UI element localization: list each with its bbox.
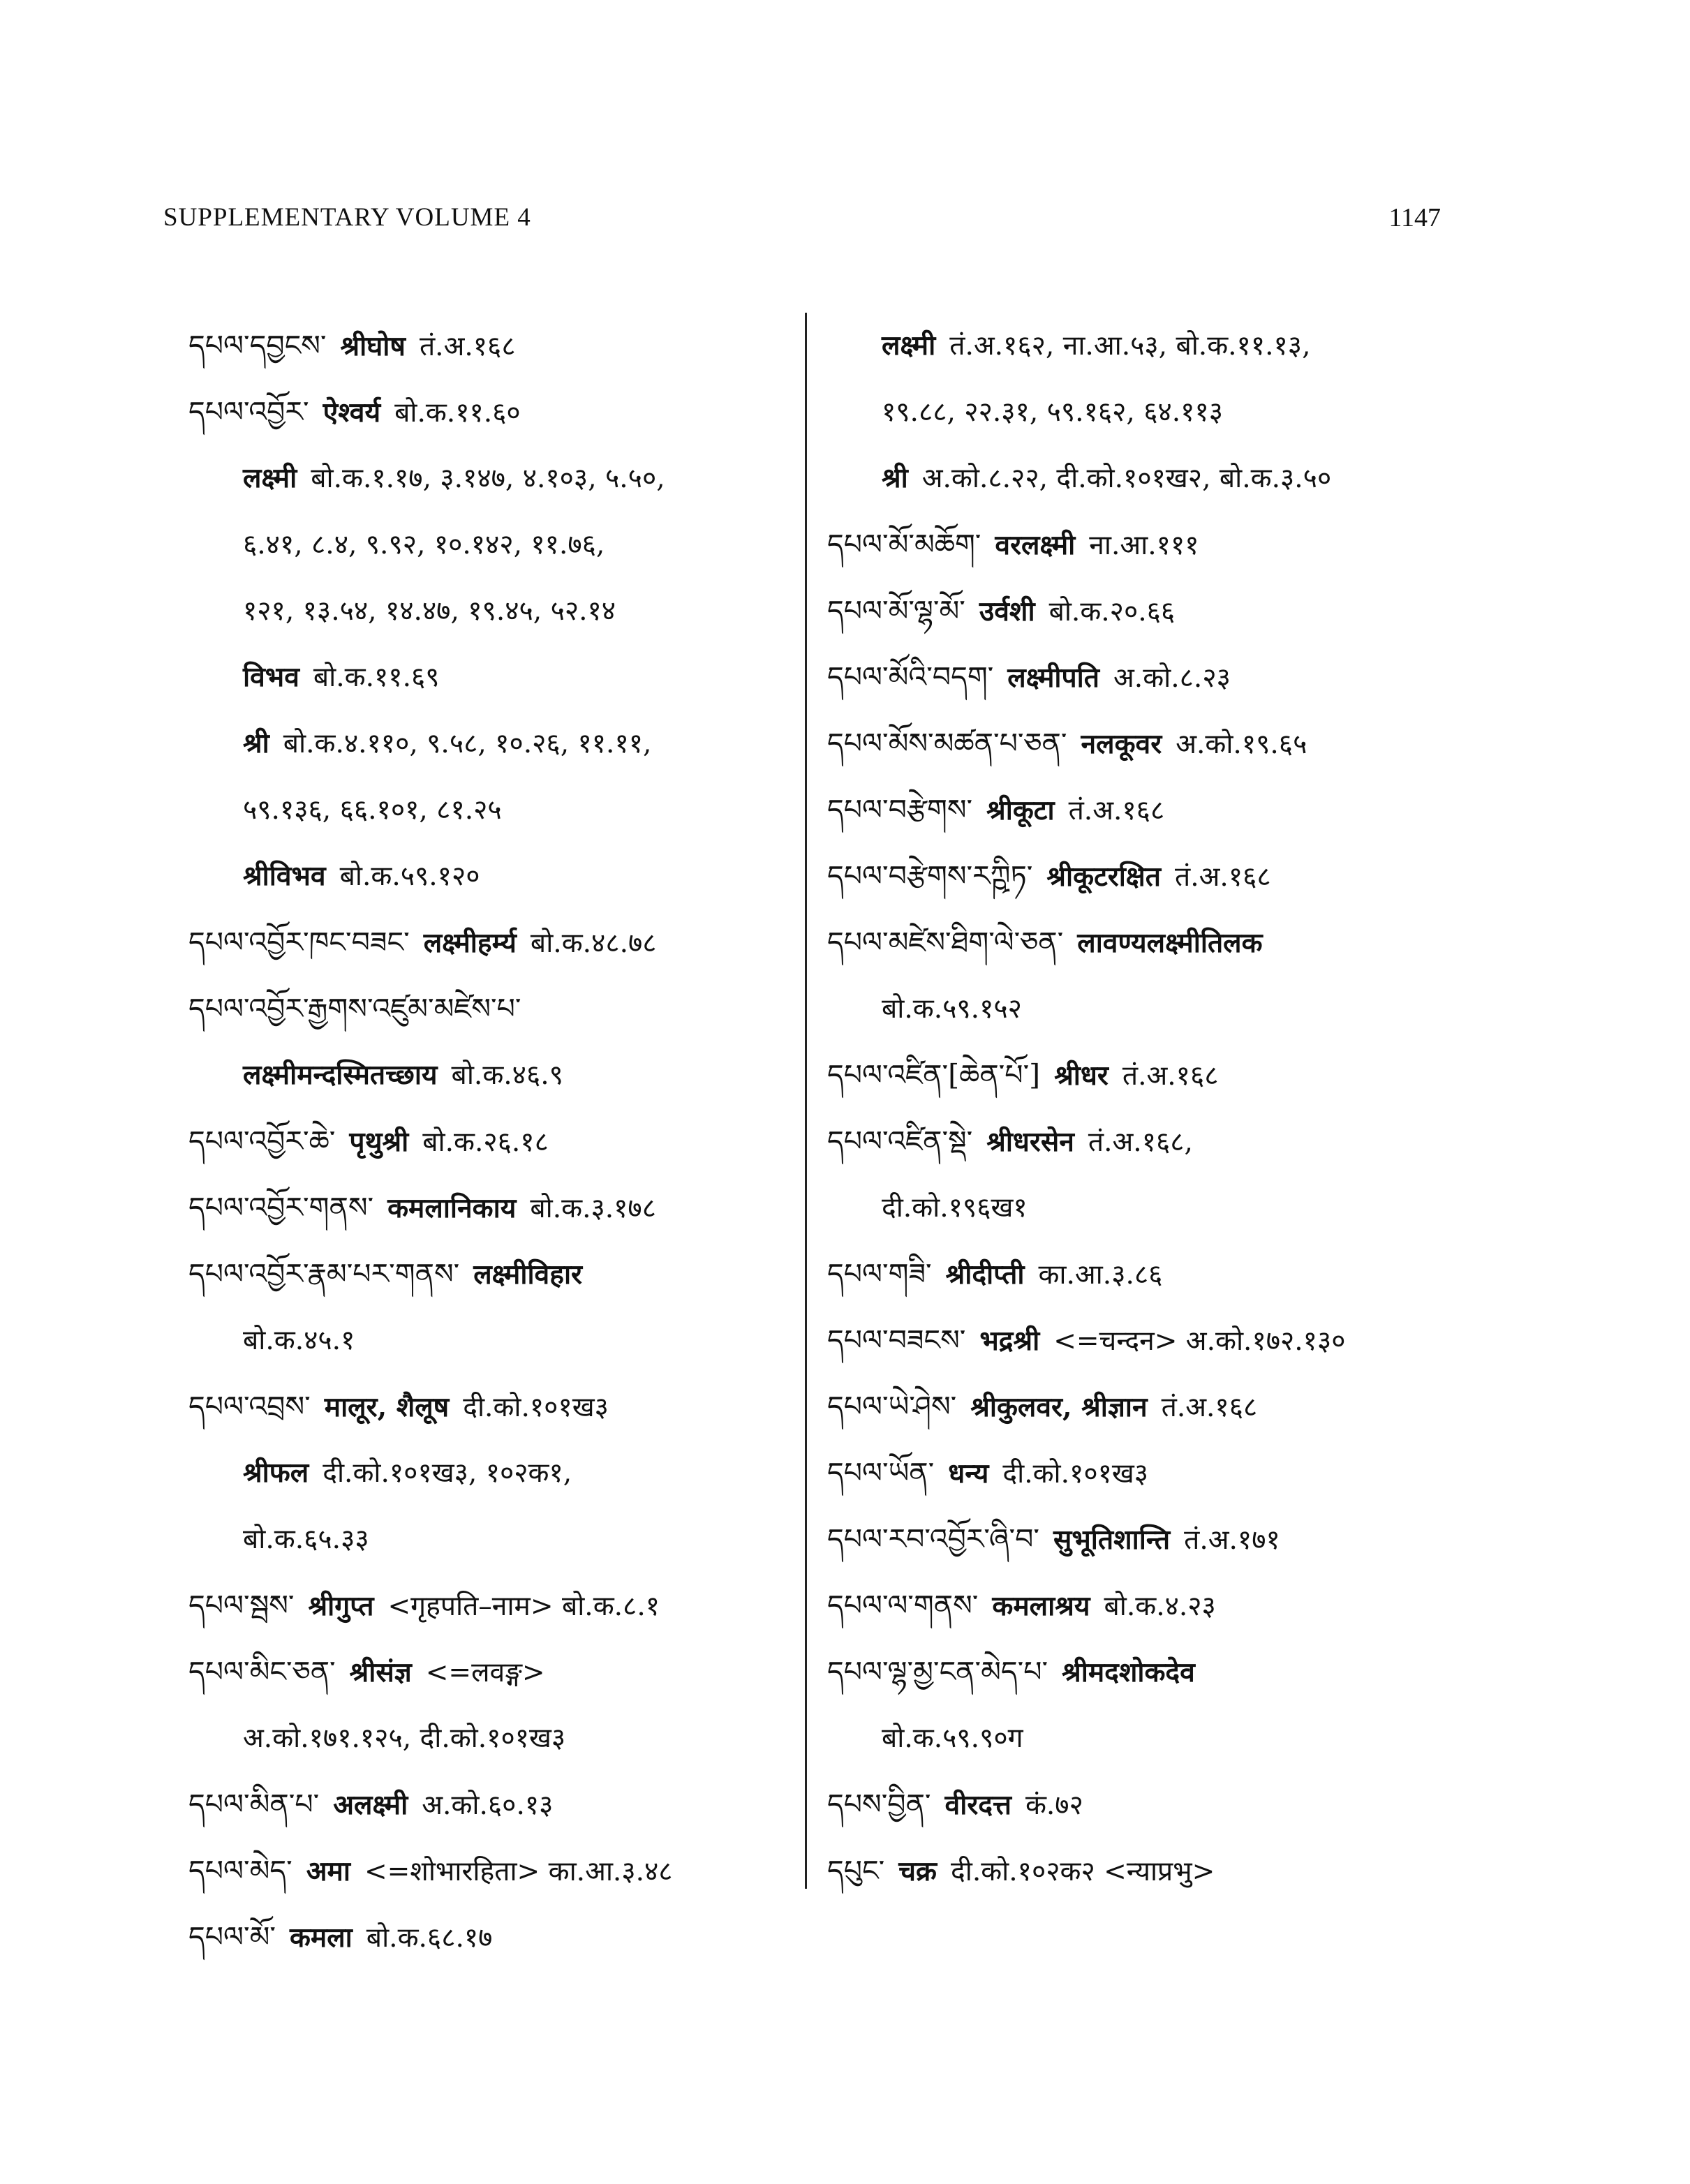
dictionary-line	[827, 1440, 1441, 1506]
source-reference: तं.अ.१६२, ना.आ.५३, बो.क.११.१३,	[949, 330, 1311, 362]
sanskrit-equivalent: लक्ष्मी	[882, 329, 936, 362]
tibetan-headword: དཔལ་འབྱོར་ཁང་བཟང་	[188, 926, 410, 959]
source-reference: दी.को.१०१ख३	[1002, 1458, 1149, 1490]
dictionary-line	[188, 445, 789, 512]
dictionary-line	[827, 1771, 1441, 1838]
source-reference: तं.अ.१७१	[1184, 1524, 1280, 1556]
sanskrit-equivalent: कमलाश्रय	[992, 1590, 1090, 1622]
dictionary-line	[188, 1374, 789, 1440]
tibetan-headword: དཔལ་ལྷ་མྱ་ངན་མེད་པ་	[827, 1655, 1048, 1688]
source-reference: बो.क.२६.१८	[422, 1127, 549, 1158]
tibetan-headword: དཔལ་རབ་འབྱོར་ཞི་བ་	[827, 1522, 1040, 1556]
sanskrit-equivalent: ऐश्वर्य	[323, 396, 381, 429]
sanskrit-equivalent: लक्ष्मी	[243, 462, 297, 494]
source-reference: बो.क.१.१७, ३.१४७, ४.१०३, ५.५०,	[311, 463, 665, 494]
dictionary-line	[188, 1440, 789, 1506]
tibetan-headword: དཔལ་འབྱོར་ཆེ་	[188, 1124, 336, 1158]
source-reference: तं.अ.१६८	[419, 331, 516, 362]
sanskrit-equivalent: श्रीविभव	[243, 860, 326, 892]
dictionary-line	[827, 313, 1441, 379]
source-reference: अ.को.८.२२, दी.को.१०१ख२, बो.क.३.५०	[921, 463, 1332, 494]
tibetan-headword: དཔལ་མོའི་བདག་	[827, 660, 994, 694]
sanskrit-equivalent: लक्ष्मीहर्म्य	[423, 927, 517, 959]
dictionary-line	[827, 1241, 1441, 1307]
sanskrit-equivalent: श्रीकूटरक्षित	[1046, 861, 1161, 893]
dictionary-line	[188, 379, 789, 445]
sanskrit-equivalent: अमा	[306, 1855, 350, 1887]
dictionary-line	[827, 1639, 1441, 1705]
source-reference: १९.८८, २२.३१, ५९.१६२, ६४.११३	[882, 396, 1224, 428]
source-reference: बो.क.५९.१२०	[339, 861, 480, 892]
dictionary-line	[827, 711, 1441, 777]
dictionary-line	[827, 578, 1441, 644]
dictionary-line	[827, 512, 1441, 578]
tibetan-headword: དཔལ་འཛིན་[ཆེན་པོ་]	[827, 1058, 1041, 1092]
dictionary-line	[188, 777, 789, 843]
tibetan-headword: དཔལ་ཡེ་ཤེས་	[827, 1390, 957, 1423]
tibetan-headword: དཔལ་དབྱངས་	[188, 329, 327, 362]
tibetan-headword: དཔལ་འཛིན་སྡེ་	[827, 1124, 973, 1158]
tibetan-headword: དཔལ་འབྲས་	[188, 1390, 311, 1423]
source-reference: दी.को.१०१ख३	[463, 1392, 609, 1423]
dictionary-line	[827, 1838, 1441, 1904]
dictionary-line	[188, 1506, 789, 1573]
dictionary-line	[188, 909, 789, 976]
sanskrit-equivalent: श्रीघोष	[340, 330, 406, 362]
sanskrit-equivalent: अलक्ष्मी	[333, 1789, 408, 1821]
dictionary-line	[827, 379, 1441, 445]
sanskrit-equivalent: चक्र	[898, 1855, 937, 1887]
dictionary-line	[188, 976, 789, 1042]
sanskrit-equivalent: कमलानिकाय	[387, 1192, 517, 1224]
source-reference: ना.आ.१११	[1089, 530, 1199, 561]
source-reference: का.आ.३.८६	[1038, 1259, 1163, 1291]
sanskrit-equivalent: लक्ष्मीविहार	[473, 1258, 583, 1291]
tibetan-headword: དཔལ་མོ་	[188, 1920, 276, 1954]
source-reference: बो.क.४.२३	[1104, 1591, 1216, 1622]
tibetan-headword: དཔལ་མིན་པ་	[188, 1788, 320, 1821]
source-reference: तं.अ.१६८	[1161, 1392, 1258, 1423]
source-reference: बो.क.६८.१७	[366, 1922, 493, 1954]
source-reference: बो.क.४.११०, ९.५८, १०.२६, ११.११,	[283, 728, 652, 759]
sanskrit-equivalent: श्रीदीप्ती	[945, 1258, 1025, 1291]
dictionary-line	[188, 843, 789, 909]
dictionary-line	[827, 843, 1441, 909]
sanskrit-equivalent: उर्वशी	[979, 595, 1035, 627]
source-reference: दी.को.१०२क२ <न्याप्रभु>	[951, 1856, 1215, 1887]
dictionary-line	[188, 1307, 789, 1374]
source-reference: बो.क.४५.१	[243, 1325, 355, 1356]
source-reference: ६.४१, ८.४, ९.९२, १०.१४२, ११.७६,	[243, 529, 605, 560]
tibetan-headword: དཔལ་སྦས་	[188, 1589, 295, 1622]
sanskrit-equivalent: श्रीकूटा	[986, 794, 1055, 826]
tibetan-headword: དཔལ་མིང་ཅན་	[188, 1655, 336, 1688]
dictionary-line	[188, 512, 789, 578]
tibetan-headword: དཔལ་ཡོན་	[827, 1456, 935, 1490]
column-divider	[805, 313, 807, 1889]
sanskrit-equivalent: श्रीफल	[243, 1457, 309, 1489]
sanskrit-equivalent: श्रीगुप्त	[308, 1590, 374, 1622]
dictionary-line	[188, 1175, 789, 1241]
sanskrit-equivalent: श्रीमदशोकदेव	[1062, 1656, 1195, 1688]
tibetan-headword: དཔལ་བརྩེགས་	[827, 793, 973, 826]
sanskrit-equivalent: लावण्यलक्ष्मीतिलक	[1077, 927, 1263, 959]
tibetan-headword: དཔས་བྱིན་	[827, 1788, 931, 1821]
source-reference: <गृहपति–नाम> बो.क.८.१	[387, 1591, 660, 1622]
left-column	[188, 313, 789, 1970]
dictionary-line	[188, 1042, 789, 1108]
right-column	[827, 313, 1441, 1904]
dictionary-line	[188, 1241, 789, 1307]
sanskrit-equivalent: श्रीकुलवर, श्रीज्ञान	[970, 1391, 1148, 1423]
sanskrit-equivalent: नलकूवर	[1081, 728, 1162, 760]
tibetan-headword: དཔལ་བཟངས་	[827, 1323, 966, 1357]
source-reference: दी.को.१०१ख३, १०२क१,	[323, 1457, 572, 1489]
dictionary-line	[188, 644, 789, 711]
dictionary-line	[827, 1175, 1441, 1241]
source-reference: <=लवङ्ग>	[425, 1657, 545, 1688]
source-reference: <=चन्दन> अ.को.१७२.१३०	[1053, 1325, 1346, 1357]
tibetan-headword: དཔལ་མོས་མཚན་པ་ཅན་	[827, 727, 1067, 760]
tibetan-headword: དཔལ་མེད་	[188, 1854, 292, 1887]
tibetan-headword: དཔུང་	[827, 1854, 885, 1887]
sanskrit-equivalent: वरलक्ष्मी	[995, 529, 1076, 561]
source-reference: बो.क.११.६९	[313, 662, 440, 693]
dictionary-line	[827, 909, 1441, 976]
dictionary-line	[827, 1705, 1441, 1771]
sanskrit-equivalent: श्री	[882, 462, 908, 494]
sanskrit-equivalent: मालूर, शैलूष	[324, 1391, 450, 1423]
tibetan-headword: དཔལ་མཛེས་ཐིག་ལེ་ཅན་	[827, 926, 1064, 959]
sanskrit-equivalent: लक्ष्मीमन्दस्मितच्छाय	[243, 1059, 438, 1091]
dictionary-line	[188, 1573, 789, 1639]
source-reference: दी.को.१९६ख१	[882, 1192, 1028, 1224]
tibetan-headword: དཔལ་འབྱོར་རྣམ་པར་གནས་	[188, 1257, 460, 1291]
sanskrit-equivalent: लक्ष्मीपति	[1007, 662, 1099, 694]
source-reference: १२१, १३.५४, १४.४७, १९.४५, ५२.१४	[243, 595, 616, 627]
dictionary-line	[188, 711, 789, 777]
dictionary-line	[827, 1374, 1441, 1440]
source-reference: बो.क.६५.३३	[243, 1524, 369, 1555]
sanskrit-equivalent: कमला	[289, 1922, 353, 1954]
dictionary-line	[827, 1506, 1441, 1573]
source-reference: तं.अ.१६८	[1175, 861, 1271, 893]
tibetan-headword: དཔལ་འབྱོར་གནས་	[188, 1191, 374, 1224]
sanskrit-equivalent: भद्रश्री	[979, 1325, 1040, 1357]
dictionary-line	[827, 777, 1441, 843]
sanskrit-equivalent: विभव	[243, 661, 299, 693]
dictionary-line	[188, 1705, 789, 1771]
source-reference: बो.क.११.६०	[394, 397, 521, 429]
sanskrit-equivalent: वीरदत्त	[944, 1789, 1011, 1821]
dictionary-line	[188, 1838, 789, 1904]
sanskrit-equivalent: श्री	[243, 727, 269, 759]
dictionary-line	[827, 445, 1441, 512]
dictionary-line	[188, 1771, 789, 1838]
tibetan-headword: དཔལ་གཟི་	[827, 1257, 932, 1291]
source-reference: ५९.१३६, ६६.१०१, ८१.२५	[243, 794, 502, 826]
source-reference: बो.क.४८.७८	[530, 928, 657, 959]
source-reference: तं.अ.१६८	[1068, 795, 1165, 826]
source-reference: अ.को.६०.१३	[422, 1790, 554, 1821]
source-reference: बो.क.३.१७८	[530, 1193, 656, 1224]
sanskrit-equivalent: पृथुश्री	[349, 1126, 409, 1158]
sanskrit-equivalent: धन्य	[948, 1457, 989, 1490]
tibetan-headword: དཔལ་ལ་གནས་	[827, 1589, 979, 1622]
page-number: 1147	[1388, 203, 1441, 232]
sanskrit-equivalent: श्रीधरसेन	[986, 1126, 1074, 1158]
dictionary-line	[827, 976, 1441, 1042]
source-reference: कं.७२	[1025, 1790, 1083, 1821]
source-reference: <=शोभारहिता> का.आ.३.४८	[364, 1856, 673, 1887]
source-reference: तं.अ.१६८	[1122, 1060, 1219, 1092]
tibetan-headword: དཔལ་མོ་ལྷ་མོ་	[827, 594, 965, 627]
page-header	[163, 202, 1441, 244]
running-head: SUPPLEMENTARY VOLUME 4	[163, 203, 531, 232]
sanskrit-equivalent: श्रीधर	[1054, 1060, 1109, 1092]
dictionary-line	[827, 1573, 1441, 1639]
tibetan-headword: དཔལ་འབྱོར་	[188, 395, 309, 429]
source-reference: बो.क.५९.१५२	[882, 993, 1022, 1025]
dictionary-line	[827, 1042, 1441, 1108]
source-reference: बो.क.४६.९	[451, 1060, 563, 1091]
dictionary-line	[188, 1108, 789, 1175]
source-reference: अ.को.१९.६५	[1176, 729, 1307, 760]
source-reference: तं.अ.१६८,	[1088, 1127, 1193, 1158]
dictionary-line	[188, 313, 789, 379]
source-reference: अ.को.८.२३	[1113, 662, 1231, 694]
sanskrit-equivalent: श्रीसंज्ञ	[349, 1656, 412, 1688]
dictionary-line	[188, 1904, 789, 1970]
dictionary-line	[188, 1639, 789, 1705]
dictionary-line	[188, 578, 789, 644]
sanskrit-equivalent: सुभूतिशान्ति	[1053, 1524, 1171, 1556]
source-reference: बो.क.५९.९०ग	[882, 1723, 1023, 1754]
source-reference: बो.क.२०.६६	[1048, 596, 1176, 627]
dictionary-line	[827, 1108, 1441, 1175]
source-reference: अ.को.१७१.१२५, दी.को.१०१ख३	[243, 1723, 566, 1754]
dictionary-line	[827, 644, 1441, 711]
tibetan-headword: དཔལ་བརྩེགས་རཀྵིཏ་	[827, 859, 1033, 893]
tibetan-headword: དཔལ་འབྱོར་རྒྱགས་འཛུམ་མཛེས་པ་	[188, 992, 521, 1025]
dictionary-line	[827, 1307, 1441, 1374]
tibetan-headword: དཔལ་མོ་མཆོག་	[827, 528, 981, 561]
